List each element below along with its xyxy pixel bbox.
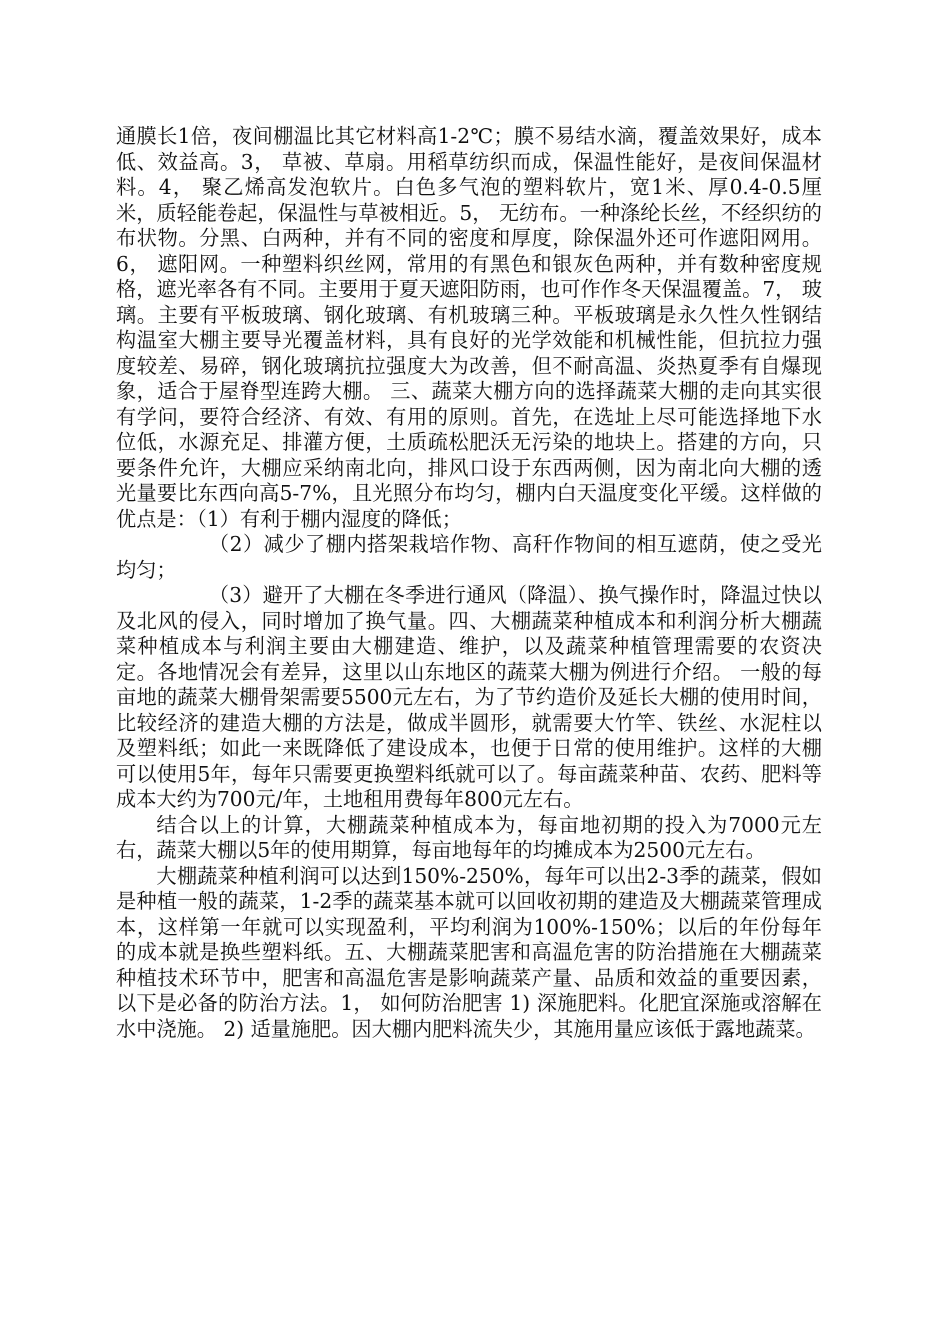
paragraph-cost-summary: 结合以上的计算，大棚蔬菜种植成本为，每亩地初期的投入为7000元左右，蔬菜大棚以5年的使用期算，每亩地每年的均摊成本为2500元左右。 bbox=[116, 812, 822, 862]
paragraph-covering-materials: 通膜长1倍，夜间棚温比其它材料高1-2℃；膜不易结水滴，覆盖效果好，成本低、效益高。3， 草被、草扇。用稻草纺织而成，保温性能好，是夜间保温材料。4， 聚乙烯高发泡软片。白色多气泡的塑料软片，宽1米、厚0.4-0.5厘米，质轻能卷起，保温性与草被相近。5， 无纺布。一种涤纶长丝，不经织纺的布状物。分黑、白两种，并有不同的密度和厚度，除保温外还可作遮阳网用。6， 遮阳网。一种塑料织丝网，常用的有黑色和银灰色两种，并有数种密度规格，遮光率各有不同。主要用于夏天遮阳防雨，也可作作冬天保温覆盖。7， 玻璃。主要有平板玻璃、钢化玻璃、有机玻璃三种。平板玻璃是永久性久性钢结构温室大棚主要导光覆盖材料，具有良好的光学效能和机械性能，但抗拉力强度较差、易碎，钢化玻璃抗拉强度大为改善，但不耐高温、炎热夏季有自爆现象，适合于屋脊型连跨大棚。 三、蔬菜大棚方向的选择蔬菜大棚的走向其实很有学问，要符合经济、有效、有用的原则。首先，在选址上尽可能选择地下水位低，水源充足、排灌方便，土质疏松肥沃无污染的地块上。搭建的方向，只要条件允许，大棚应采纳南北向，排风口设于东西两侧，因为南北向大棚的透光量要比东西向高5-7%，且光照分布均匀，棚内白天温度变化平缓。这样做的优点是：（1）有利于棚内湿度的降低； bbox=[116, 124, 822, 531]
document-body bbox=[116, 124, 822, 1042]
paragraph-benefit-2: （2）减少了棚内搭架栽培作物、高秆作物间的相互遮荫，使之受光均匀； bbox=[116, 532, 822, 582]
paragraph-profit-and-damage: 大棚蔬菜种植利润可以达到150%-250%，每年可以出2-3季的蔬菜，假如是种植一般的蔬菜，1-2季的蔬菜基本就可以回收初期的建造及大棚蔬菜管理成本，这样第一年就可以实现盈利，平均利润为100%-150%；以后的年份每年的成本就是换些塑料纸。五、大棚蔬菜肥害和高温危害的防治措施在大棚蔬菜种植技术环节中，肥害和高温危害是影响蔬菜产量、品质和效益的重要因素，以下是必备的防治方法。1， 如何防治肥害 1) 深施肥料。化肥宜深施或溶解在水中浇施。 2) 适量施肥。因大棚内肥料流失少，其施用量应该低于露地蔬菜。 bbox=[116, 863, 822, 1041]
paragraph-benefit-3-cost: （3）避开了大棚在冬季进行通风（降温）、换气操作时，降温过快以及北风的侵入，同时增加了换气量。四、大棚蔬菜种植成本和利润分析大棚蔬菜种植成本与利润主要由大棚建造、维护，以及蔬菜种植管理需要的农资决定。各地情况会有差异，这里以山东地区的蔬菜大棚为例进行介绍。 一般的每亩地的蔬菜大棚骨架需要5500元左右，为了节约造价及延长大棚的使用时间，比较经济的建造大棚的方法是，做成半圆形，就需要大竹竿、铁丝、水泥柱以及塑料纸；如此一来既降低了建设成本，也便于日常的使用维护。这样的大棚可以使用5年，每年只需要更换塑料纸就可以了。每亩蔬菜种苗、农药、肥料等成本大约为700元/年，土地租用费每年800元左右。 bbox=[116, 583, 822, 811]
